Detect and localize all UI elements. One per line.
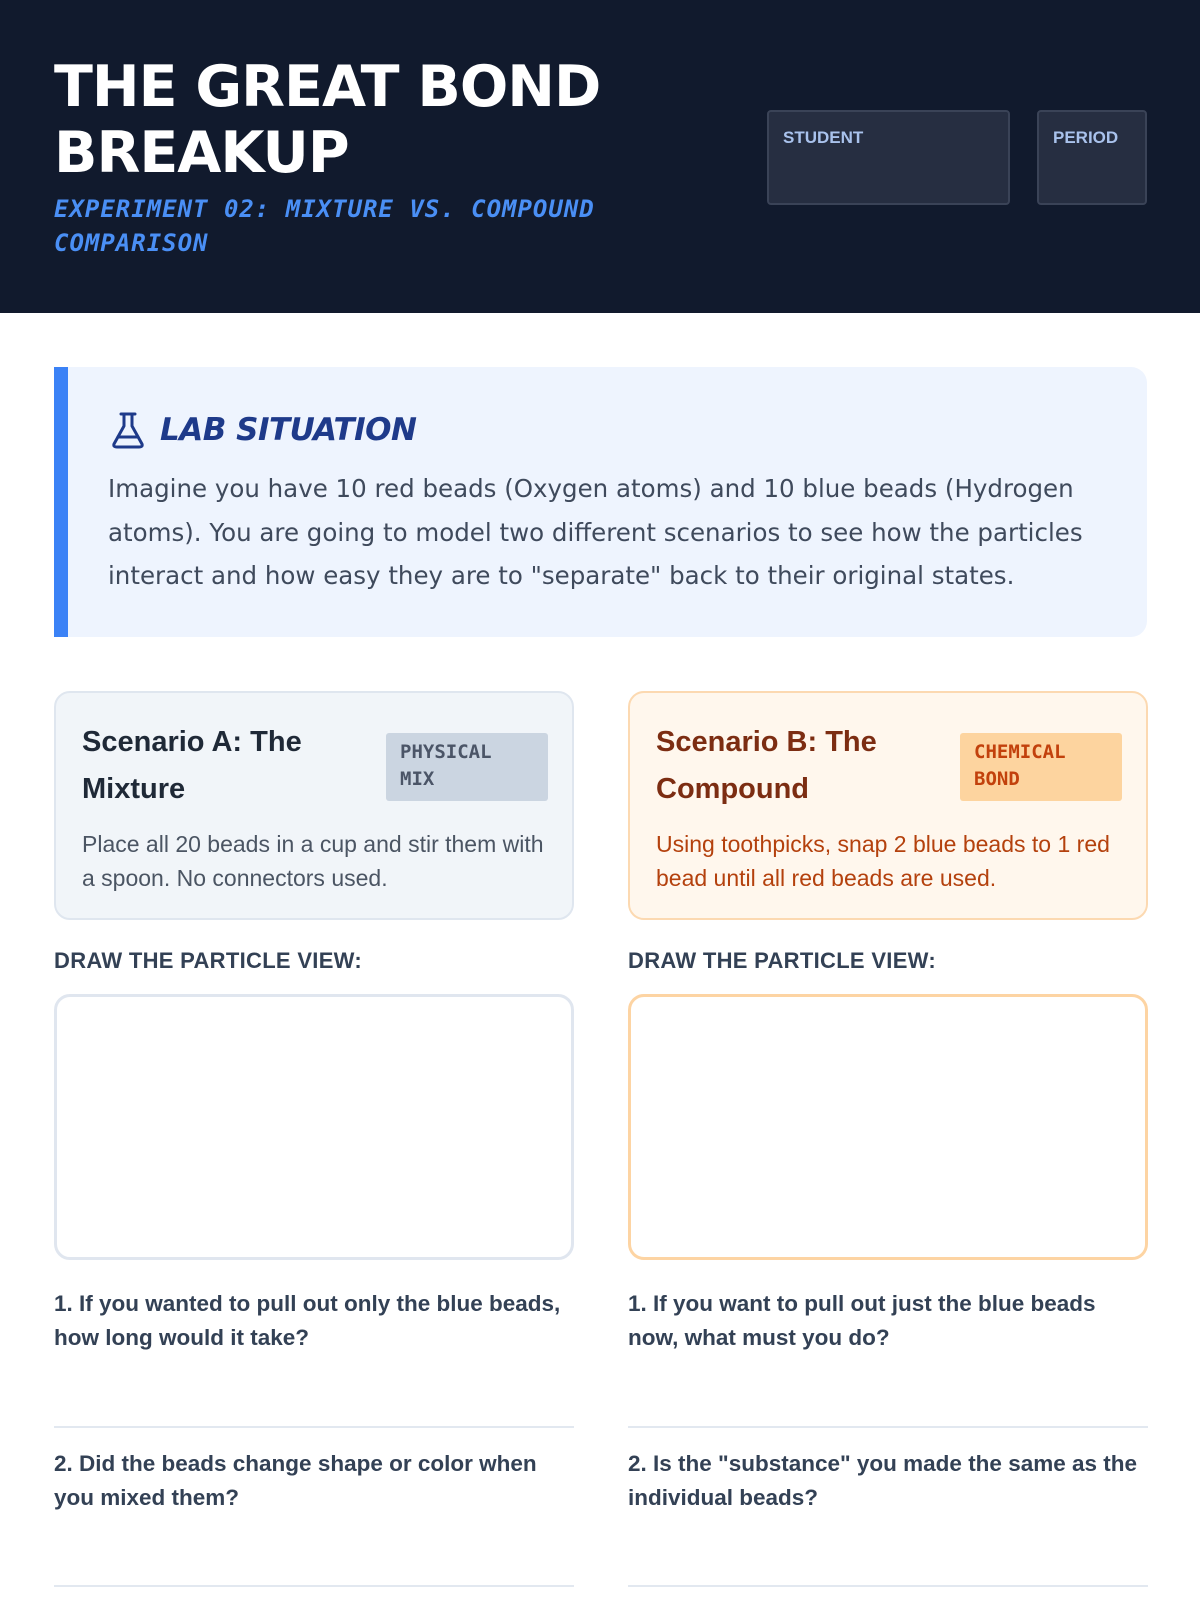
lab-situation-panel: [54, 367, 1147, 637]
flask-icon: [110, 411, 146, 449]
scenario-a-title: Scenario A: The Mixture: [82, 726, 302, 805]
worksheet-header: [0, 0, 1200, 313]
period-field[interactable]: [1037, 110, 1147, 205]
lab-situation-heading-row: [110, 411, 416, 449]
scenario-b-drawing-area[interactable]: [628, 994, 1148, 1260]
experiment-subtitle: EXPERIMENT 02: MIXTURE VS. COMPOUND COMPARISON: [54, 195, 595, 257]
scenario-a-question-1: 1. If you wanted to pull out only the blue beads, how long would it take?: [54, 1291, 561, 1350]
scenario-b-answer-line-1[interactable]: [628, 1426, 1148, 1428]
scenario-a-question-2: 2. Did the beads change shape or color when you mixed them?: [54, 1451, 537, 1510]
scenario-b-title: Scenario B: The Compound: [656, 726, 877, 805]
scenario-a-card: [54, 691, 574, 920]
chemical-bond-badge: CHEMICAL BOND: [960, 733, 1122, 801]
worksheet-title: THE GREAT BOND BREAKUP: [54, 54, 601, 186]
scenario-b-question-1: 1. If you want to pull out just the blue beads now, what must you do?: [628, 1291, 1096, 1350]
scenario-a-drawing-area[interactable]: [54, 994, 574, 1260]
scenario-b-description: Using toothpicks, snap 2 blue beads to 1 red bead until all red beads are used.: [656, 831, 1110, 891]
student-name-field[interactable]: [767, 110, 1010, 205]
physical-mix-badge: PHYSICAL MIX: [386, 733, 548, 801]
scenario-b-question-2: 2. Is the "substance" you made the same as the individual beads?: [628, 1451, 1138, 1510]
scenario-a-answer-line-1[interactable]: [54, 1426, 574, 1428]
scenario-b-draw-label: DRAW THE PARTICLE VIEW:: [628, 948, 936, 973]
scenario-b-card: [628, 691, 1148, 920]
scenario-b-answer-line-2[interactable]: [628, 1585, 1148, 1587]
lab-situation-text: Imagine you have 10 red beads (Oxygen atoms) and 10 blue beads (Hydrogen atoms). You are going to model two different scenarios to see how the particles interact and how easy they are to "separate" back to their original states.: [108, 474, 1083, 590]
scenario-a-draw-label: DRAW THE PARTICLE VIEW:: [54, 948, 362, 973]
scenario-a-answer-line-2[interactable]: [54, 1585, 574, 1587]
lab-situation-title: LAB SITUATION: [160, 412, 417, 448]
period-field-label: PERIOD: [1053, 128, 1119, 147]
scenario-a-description: Place all 20 beads in a cup and stir them with a spoon. No connectors used.: [82, 831, 544, 891]
student-field-label: STUDENT: [783, 128, 864, 147]
